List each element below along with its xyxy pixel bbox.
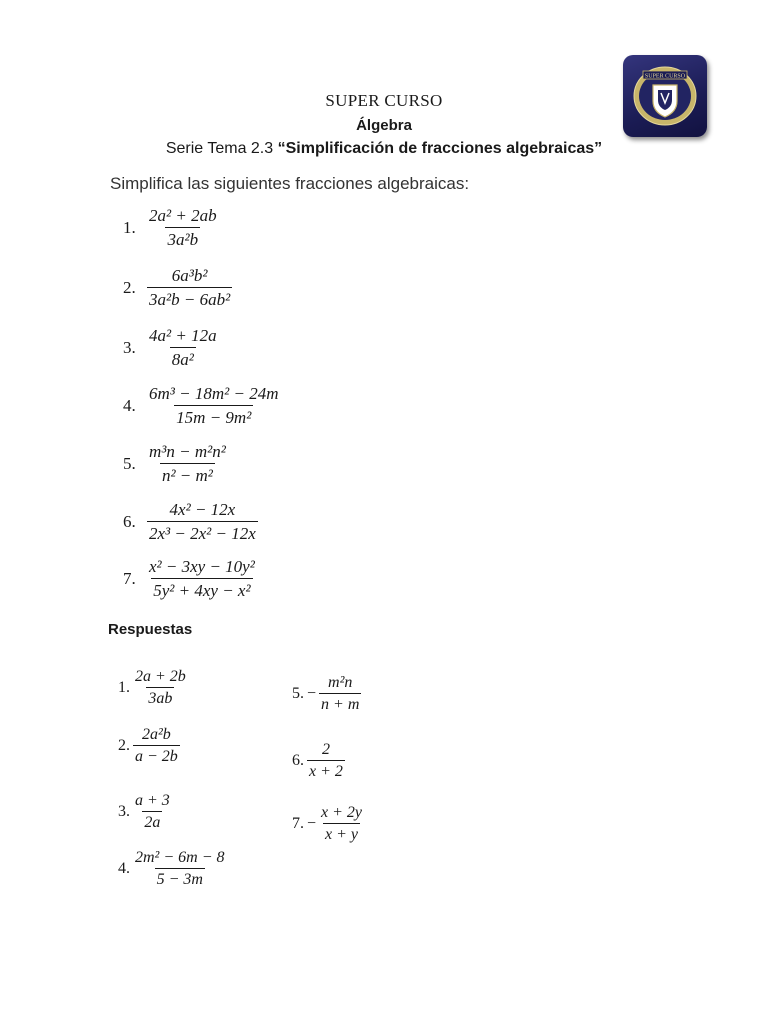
numerator: 4a² + 12a bbox=[149, 326, 217, 345]
negative-sign: − bbox=[307, 815, 317, 832]
answer-number: 5. bbox=[292, 685, 304, 702]
fraction bbox=[147, 384, 280, 428]
numerator: 2a² + 2ab bbox=[149, 206, 217, 225]
numerator: a + 3 bbox=[135, 792, 170, 809]
denominator: 3a²b − 6ab² bbox=[147, 287, 232, 310]
answers-heading: Respuestas bbox=[108, 621, 193, 638]
numerator: 4x² − 12x bbox=[169, 500, 236, 519]
fraction bbox=[133, 726, 180, 766]
answer-4 bbox=[118, 849, 227, 889]
fraction bbox=[133, 668, 188, 708]
answer-number: 1. bbox=[118, 679, 130, 696]
fraction bbox=[147, 557, 257, 601]
negative-sign: − bbox=[307, 685, 317, 702]
exercise-7 bbox=[123, 557, 257, 601]
subject-title: Álgebra bbox=[356, 117, 412, 134]
answer-1 bbox=[118, 668, 188, 708]
numerator: 2 bbox=[321, 741, 330, 758]
fraction bbox=[147, 442, 228, 486]
numerator: 2a²b bbox=[142, 726, 171, 743]
exercise-number: 5. bbox=[123, 454, 136, 473]
answer-2 bbox=[118, 726, 180, 766]
answer-number: 7. bbox=[292, 815, 304, 832]
answer-number: 3. bbox=[118, 803, 130, 820]
denominator: 3a²b bbox=[165, 227, 200, 250]
exercise-5 bbox=[123, 442, 228, 486]
exercise-number: 7. bbox=[123, 569, 136, 588]
numerator: x² − 3xy − 10y² bbox=[149, 557, 255, 576]
answer-5 bbox=[292, 674, 361, 714]
answer-number: 4. bbox=[118, 860, 130, 877]
serie-topic: “Simplificación de fracciones algebraicas” bbox=[277, 140, 603, 157]
numerator: x + 2y bbox=[321, 804, 363, 821]
denominator: 5 − 3m bbox=[155, 868, 205, 889]
fraction bbox=[147, 326, 219, 370]
fraction bbox=[147, 206, 219, 250]
denominator: 2x³ − 2x² − 12x bbox=[147, 521, 258, 544]
denominator: n + m bbox=[319, 693, 361, 714]
answer-number: 6. bbox=[292, 752, 304, 769]
numerator: m²n bbox=[328, 674, 353, 691]
fraction bbox=[319, 804, 364, 844]
fraction bbox=[133, 849, 227, 889]
numerator: 2m² − 6m − 8 bbox=[135, 849, 225, 866]
denominator: 5y² + 4xy − x² bbox=[151, 578, 252, 601]
serie-title bbox=[0, 140, 768, 158]
fraction bbox=[307, 741, 345, 781]
numerator: m³n − m²n² bbox=[149, 442, 226, 461]
serie-prefix: Serie Tema 2.3 bbox=[165, 140, 278, 157]
answer-7 bbox=[292, 804, 364, 844]
fraction bbox=[147, 266, 232, 310]
svg-text:SUPER CURSO: SUPER CURSO bbox=[644, 73, 686, 80]
exercise-number: 2. bbox=[123, 278, 136, 297]
numerator: 2a + 2b bbox=[135, 668, 186, 685]
denominator: x + y bbox=[323, 823, 360, 844]
denominator: a − 2b bbox=[133, 745, 180, 766]
exercise-6 bbox=[123, 500, 258, 544]
answer-6 bbox=[292, 741, 345, 781]
exercise-number: 1. bbox=[123, 218, 136, 237]
exercise-number: 6. bbox=[123, 512, 136, 531]
exercise-4 bbox=[123, 384, 280, 428]
exercise-number: 4. bbox=[123, 396, 136, 415]
course-title: SUPER CURSO bbox=[325, 91, 443, 110]
denominator: 15m − 9m² bbox=[174, 405, 253, 428]
answer-number: 2. bbox=[118, 737, 130, 754]
denominator: n² − m² bbox=[160, 463, 215, 486]
numerator: 6m³ − 18m² − 24m bbox=[149, 384, 279, 403]
fraction bbox=[319, 674, 361, 714]
numerator: 6a³b² bbox=[171, 266, 208, 285]
exercise-1 bbox=[123, 206, 219, 250]
answer-3 bbox=[118, 792, 172, 832]
denominator: 3ab bbox=[146, 687, 174, 708]
fraction bbox=[147, 500, 258, 544]
denominator: 2a bbox=[142, 811, 162, 832]
exercise-3 bbox=[123, 326, 219, 370]
exercise-number: 3. bbox=[123, 338, 136, 357]
denominator: 8a² bbox=[170, 347, 196, 370]
instruction-text: Simplifica las siguientes fracciones algebraicas: bbox=[110, 174, 470, 193]
denominator: x + 2 bbox=[307, 760, 345, 781]
exercise-2 bbox=[123, 266, 232, 310]
fraction bbox=[133, 792, 172, 832]
